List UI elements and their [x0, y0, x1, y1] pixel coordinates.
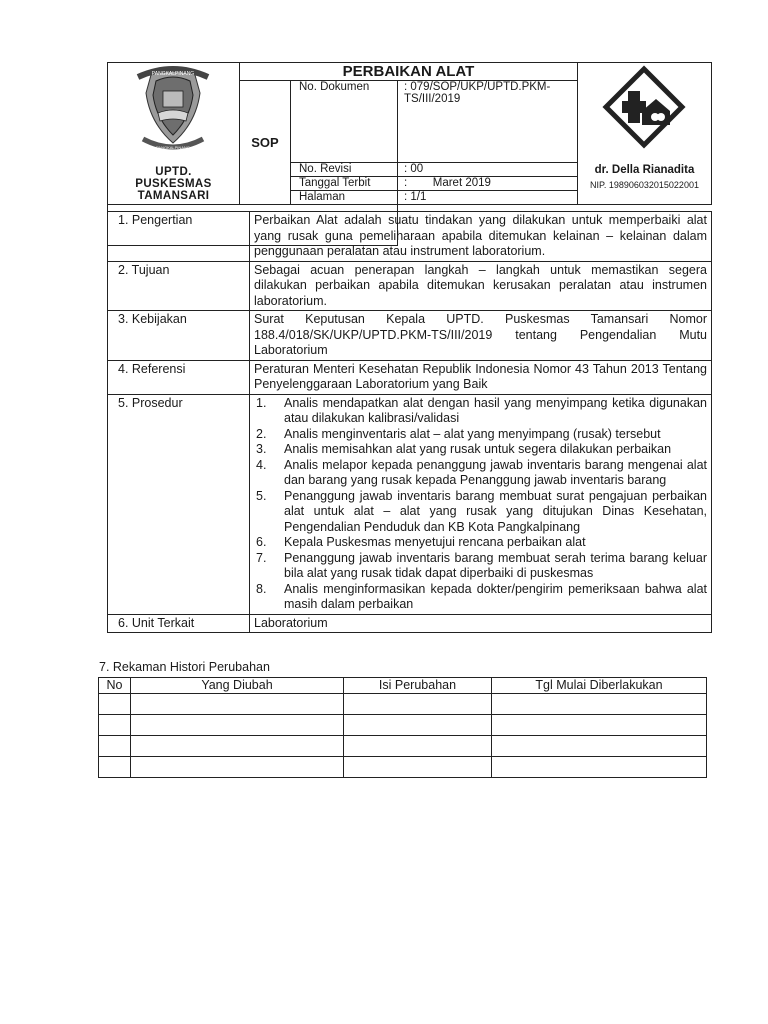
- meta-label-no-revisi: No. Revisi: [291, 163, 398, 177]
- list-item-text: Analis memisahkan alat yang rusak untuk segera dilakukan perbaikan: [284, 442, 672, 456]
- meta-value-no-dokumen: : 079/SOP/UKP/UPTD.PKM-TS/III/2019: [398, 81, 578, 163]
- section-label: 2. Tujuan: [108, 261, 250, 311]
- list-item: [254, 396, 707, 427]
- sop-content-table: [107, 211, 712, 633]
- list-item-number: 7.: [256, 550, 267, 565]
- list-item: [254, 458, 707, 489]
- org-line-3: TAMANSARI: [137, 190, 210, 202]
- history-col-tgl-mulai: Tgl Mulai Diberlakukan: [492, 678, 707, 694]
- signature-block: [578, 164, 711, 204]
- logo-ring-top-text: PANGKALPINANG: [151, 71, 195, 77]
- org-line-1: UPTD.: [155, 166, 192, 178]
- table-cell: [492, 757, 707, 778]
- list-item-number: 5.: [256, 488, 267, 503]
- section-row-tujuan: [108, 261, 712, 311]
- history-col-no: No: [99, 678, 131, 694]
- table-cell: [492, 715, 707, 736]
- signer-name: dr. Della Rianadita: [594, 164, 695, 176]
- history-col-isi-perubahan: Isi Perubahan: [344, 678, 492, 694]
- table-cell: [344, 736, 492, 757]
- table-cell: [492, 736, 707, 757]
- history-title: 7. Rekaman Histori Perubahan: [99, 660, 270, 674]
- signer-nip: NIP. 198906032015022001: [590, 180, 699, 190]
- city-logo-cell: [108, 63, 240, 205]
- table-cell: [131, 694, 344, 715]
- table-cell: [99, 757, 131, 778]
- history-col-yang-diubah: Yang Diubah: [131, 678, 344, 694]
- meta-value-tanggal-terbit: : Maret 2019: [398, 177, 578, 191]
- list-item: [254, 489, 707, 536]
- prosedur-list: [254, 396, 707, 613]
- list-item-text: Analis melapor kepada penanggung jawab inventaris barang mengenai alat dan barang yang rusak kepada Penanggung jawab inventaris barang: [284, 457, 707, 487]
- table-cell: [344, 694, 492, 715]
- sop-label: SOP: [240, 81, 291, 205]
- section-label: 1. Pengertian: [108, 212, 250, 262]
- section-row-prosedur: [108, 394, 712, 614]
- meta-label-halaman: Halaman: [291, 191, 398, 205]
- table-cell: [344, 757, 492, 778]
- puskesmas-logo-cell: [578, 63, 712, 205]
- list-item-number: 4.: [256, 457, 267, 472]
- section-row-kebijakan: [108, 311, 712, 361]
- org-line-2: PUSKESMAS: [135, 178, 212, 190]
- section-text: Laboratorium: [250, 614, 712, 633]
- section-label: 6. Unit Terkait: [108, 614, 250, 633]
- list-item-number: 6.: [256, 535, 267, 549]
- meta-label-tanggal-terbit: Tanggal Terbit: [291, 177, 398, 191]
- list-item-text: Penanggung jawab inventaris barang membuat serah terima barang keluar bila alat yang rusak tidak dapat diperbaiki di puskesmas: [284, 550, 707, 580]
- table-cell: [99, 736, 131, 757]
- list-item: [254, 442, 707, 458]
- list-item-text: Analis menginformasikan kepada dokter/pengirim pemeriksaan bahwa alat masih dalam perbaikan: [284, 581, 707, 611]
- table-cell: [344, 715, 492, 736]
- meta-value-halaman: : 1/1: [398, 191, 578, 205]
- list-item-text: Analis mendapatkan alat dengan hasil yang menyimpang ketika digunakan atau dilakukan kalibrasi/validasi: [284, 395, 707, 425]
- list-item-number: 1.: [256, 395, 267, 410]
- table-cell: [131, 736, 344, 757]
- table-cell: [131, 715, 344, 736]
- list-item: [254, 551, 707, 582]
- section-label: 5. Prosedur: [108, 394, 250, 614]
- history-header-row: [99, 678, 707, 694]
- prosedur-list-cell: [250, 394, 712, 614]
- section-row-referensi: [108, 360, 712, 394]
- table-cell: [492, 694, 707, 715]
- city-emblem-icon: [108, 63, 239, 159]
- list-item: [254, 535, 707, 551]
- list-item-number: 2.: [256, 426, 267, 441]
- history-table: [98, 677, 707, 778]
- list-item-text: Analis menginventaris alat – alat yang menyimpang (rusak) tersebut: [284, 426, 661, 441]
- section-row-pengertian: [108, 212, 712, 262]
- list-item-text: Penanggung jawab inventaris barang membuat surat pengajuan perbaikan alat untuk alat – alat yang rusak yang ditujukan Dinas Kesehatan, Pengendalian Penduduk dan KB Kota Pangkalpinang: [284, 488, 707, 534]
- section-text: Peraturan Menteri Kesehatan Republik Indonesia Nomor 43 Tahun 2013 Tentang Penyelenggaraan Laboratorium yang Baik: [250, 360, 712, 394]
- list-item-number: 3.: [256, 442, 267, 456]
- logo-ring-bottom-text: PANGKALPINANG: [156, 145, 190, 150]
- table-row: [99, 757, 707, 778]
- meta-value-no-revisi: : 00: [398, 163, 578, 177]
- table-row: [99, 715, 707, 736]
- table-cell: [99, 694, 131, 715]
- list-item: [254, 427, 707, 443]
- table-cell: [131, 757, 344, 778]
- list-item-number: 8.: [256, 581, 267, 596]
- table-row: [99, 694, 707, 715]
- table-row: [99, 736, 707, 757]
- list-item-text: Kepala Puskesmas menyetujui rencana perbaikan alat: [284, 535, 586, 549]
- section-label: 3. Kebijakan: [108, 311, 250, 361]
- puskesmas-logo-icon: [578, 63, 711, 159]
- section-text: Perbaikan Alat adalah suatu tindakan yang dilakukan untuk memperbaiki alat yang rusak guna pemeliharaan apabila ditemukan kelainan – kelainan dalam penggunaan peralatan atau instrument laboratorium.: [250, 212, 712, 262]
- list-item: [254, 582, 707, 613]
- section-label: 4. Referensi: [108, 360, 250, 394]
- section-text: Sebagai acuan penerapan langkah – langkah untuk memastikan segera dilakukan perbaikan apabila ditemukan kerusakan peralatan atau instrumen laboratorium.: [250, 261, 712, 311]
- org-name: [108, 164, 239, 204]
- section-row-unit-terkait: [108, 614, 712, 633]
- table-cell: [99, 715, 131, 736]
- meta-label-no-dokumen: No. Dokumen: [291, 81, 398, 163]
- section-text: Surat Keputusan Kepala UPTD. Puskesmas Tamansari Nomor 188.4/018/SK/UKP/UPTD.PKM-TS/III/2019 tentang Pengendalian Mutu Laboratorium: [250, 311, 712, 361]
- document-title: PERBAIKAN ALAT: [240, 63, 578, 81]
